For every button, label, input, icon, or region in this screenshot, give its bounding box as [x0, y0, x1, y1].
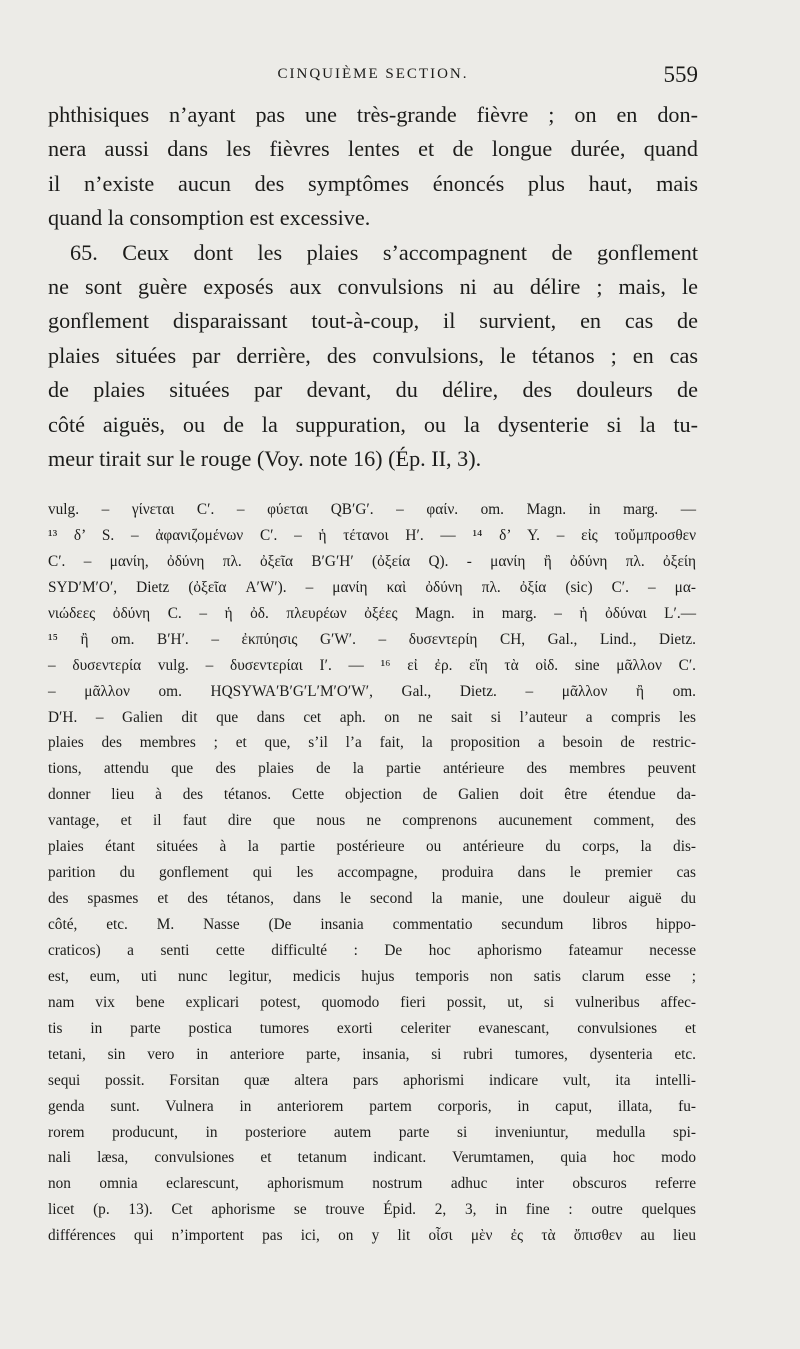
note-line: tetani, sin vero in anteriore parte, insania, si rubri tumores, dysenteria etc. [48, 1045, 696, 1063]
note-line: plaies étant situées à la partie postérieure ou antérieure du corps, la dis- [48, 838, 696, 856]
note-line: nali læsa, convulsiones et tetanum indicant. Verumtamen, quia hoc modo [48, 1149, 696, 1167]
note-line: parition du gonflement qui les accompagne, produira dans le premier cas [48, 864, 696, 882]
note-line: non omnia eclarescunt, aphorismum nostrum adhuc inter obscuros referre [48, 1175, 696, 1193]
note-line: tis in parte postica tumores exorti celeriter evanescant, convulsiones et [48, 1019, 696, 1037]
note-line: nam vix bene explicari potest, quomodo fieri possit, ut, si vulneribus affec- [48, 993, 696, 1011]
text-line: de plaies situées par devant, du délire, des douleurs de [48, 377, 698, 403]
note-line: ¹⁵ ἢ om. B′H′. – ἐκπύησις G′W′. – δυσεντερίη CH, Gal., Lind., Dietz. [48, 630, 696, 648]
note-line: différences qui n’importent pas ici, on y lit οἷσι μὲν ἐς τὰ ὄπισθεν au lieu [48, 1227, 696, 1245]
text-line: quand la consomption est excessive. [48, 205, 371, 231]
note-line: rorem producunt, in posteriore autem parte si inveniuntur, medulla spi- [48, 1123, 696, 1141]
page-number: 559 [663, 62, 698, 87]
note-line: donner lieu à des tétanos. Cette objection de Galien doit être étendue da- [48, 786, 696, 804]
text-line: il n’existe aucun des symptômes énoncés plus haut, mais [48, 170, 698, 196]
note-line: genda sunt. Vulnera in anteriorem partem corporis, in caput, illata, fu- [48, 1097, 696, 1115]
critical-notes [48, 497, 696, 1249]
note-line: est, eum, uti nunc legitur, medicis hujus temporis non satis clarum esse ; [48, 967, 696, 985]
text-line: gonflement disparaissant tout-à-coup, il survient, en cas de [48, 308, 698, 334]
note-line: licet (p. 13). Cet aphorisme se trouve Épid. 2, 3, in fine : outre quelques [48, 1201, 696, 1219]
text-line: plaies situées par derrière, des convulsions, le tétanos ; en cas [48, 342, 698, 368]
note-line: vulg. – γίνεται C′. – φύεται QB′G′. – φαίν. om. Magn. in marg. — [48, 501, 696, 518]
note-line: plaies des membres ; et que, s’il l’a fait, la proposition a besoin de restric- [48, 734, 696, 752]
note-line: vantage, et il faut dire que nous ne comprenons aucunement comment, des [48, 812, 696, 830]
note-line: – μᾶλλον om. HQSYWA′B′G′L′M′O′W′, Gal., Dietz. – μᾶλλον ἢ om. [48, 682, 696, 700]
text-line: phthisiques n’ayant pas une très-grande fièvre ; on en don- [48, 102, 698, 127]
running-head [48, 62, 698, 92]
note-line: ¹³ δ’ S. – ἀφανιζομένων C′. – ἡ τέτανοι H′. — ¹⁴ δ’ Y. – εἰς τοὔμπροσθεν [48, 526, 696, 544]
main-text [48, 98, 698, 476]
note-line: – δυσεντερία vulg. – δυσεντερίαι I′. — ¹⁶ εἰ ἐρ. εἴη τὰ οἰδ. sine μᾶλλον C′. [48, 656, 696, 674]
text-line: nera aussi dans les fièvres lentes et de longue durée, quand [48, 136, 698, 162]
note-line: νιώδεες ὀδύνη C. – ἡ ὀδ. πλευρέων ὀξέες Magn. in marg. – ἡ ὀδύναι L′.— [48, 604, 696, 622]
note-line: D′H. – Galien dit que dans cet aph. on ne sait si l’auteur a compris les [48, 708, 696, 726]
aphorism-65-line: 65. Ceux dont les plaies s’accompagnent de gonflement [70, 239, 698, 265]
note-line: des spasmes et des tétanos, dans le second la manie, une douleur aiguë du [48, 890, 696, 908]
text-line: côté aiguës, ou de la suppuration, ou la dysenterie si la tu- [48, 411, 698, 437]
note-line: SYD′M′O′, Dietz (ὀξεῖα A′W′). – μανίη καὶ ὀδύνη πλ. ὀξία (sic) C′. – μα- [48, 578, 696, 596]
note-line: sequi possit. Forsitan quæ altera pars aphorismi indicare vult, ita intelli- [48, 1071, 696, 1089]
note-line: C′. – μανίη, ὀδύνη πλ. ὀξεῖα B′G′H′ (ὀξεία Q). - μανίη ἢ ὀδύνη πλ. ὀξείη [48, 552, 696, 570]
section-title: CINQUIÈME SECTION. [277, 66, 469, 82]
text-line: ne sont guère exposés aux convulsions ni au délire ; mais, le [48, 273, 698, 299]
note-line: tions, attendu que des plaies de la partie antérieure des membres peuvent [48, 760, 696, 778]
note-line: côté, etc. M. Nasse (De insania commentatio secundum libros hippo- [48, 916, 696, 933]
note-line: craticos) a senti cette difficulté : De hoc aphorismo fateamur necesse [48, 941, 696, 959]
text-line: meur tirait sur le rouge (Voy. note 16) (Ép. II, 3). [48, 445, 482, 471]
